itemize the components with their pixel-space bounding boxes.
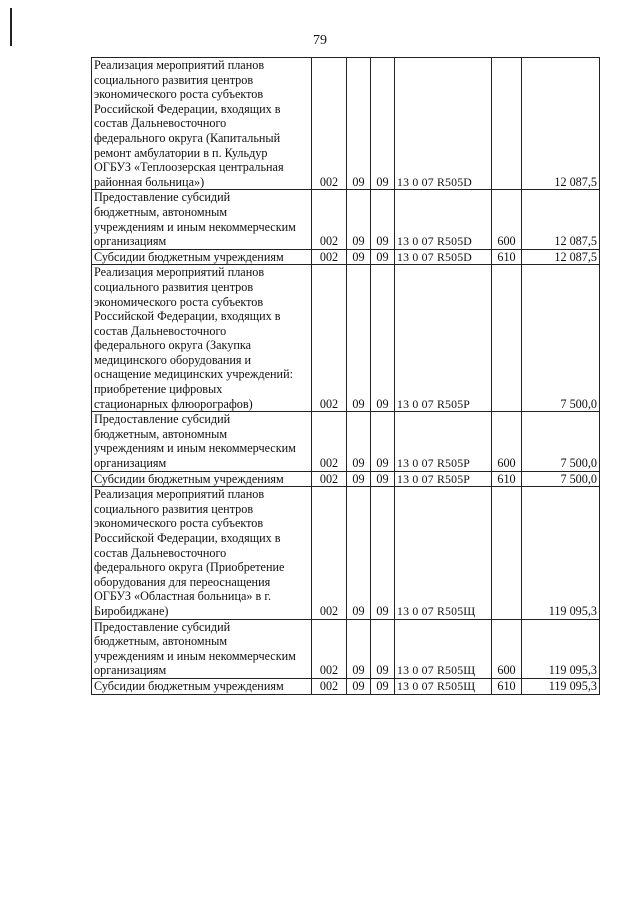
row-description — [92, 265, 312, 412]
target-article-code: 13 0 07 R505D — [395, 190, 492, 249]
description-line: Предоставление субсидий — [94, 190, 231, 205]
section-code: 09 — [347, 412, 371, 471]
amount: 12 087,5 — [522, 249, 600, 265]
description-line: организациям — [94, 234, 167, 249]
row-description — [92, 58, 312, 190]
subsection-code: 09 — [371, 487, 395, 619]
description-line: бюджетным, автономным — [94, 204, 228, 219]
description-line: Биробиджане) — [94, 603, 169, 618]
row-description — [92, 471, 312, 487]
section-code: 09 — [347, 471, 371, 487]
table-row — [92, 487, 600, 619]
section-code: 09 — [347, 678, 371, 694]
row-description — [92, 619, 312, 678]
description-line: медицинского оборудования и — [94, 352, 252, 367]
expense-type-code: 600 — [492, 412, 522, 471]
description-line: организациям — [94, 663, 167, 678]
description-line: Российской Федерации, входящих в — [94, 101, 281, 116]
description-line: районная больница») — [94, 174, 205, 189]
section-code: 09 — [347, 58, 371, 190]
budget-table — [91, 57, 600, 695]
description-line: бюджетным, автономным — [94, 634, 228, 649]
amount: 119 095,3 — [522, 678, 600, 694]
amount: 12 087,5 — [522, 58, 600, 190]
amount: 7 500,0 — [522, 412, 600, 471]
description-line: состав Дальневосточного — [94, 323, 227, 338]
ministry-code: 002 — [312, 249, 347, 265]
subsection-code: 09 — [371, 678, 395, 694]
ministry-code: 002 — [312, 471, 347, 487]
description-line: учреждениям и иным некоммерческим — [94, 219, 296, 234]
description-line: Предоставление субсидий — [94, 412, 231, 427]
ministry-code: 002 — [312, 265, 347, 412]
table-row — [92, 678, 600, 694]
description-line: Субсидии бюджетным учреждениям — [94, 471, 284, 486]
subsection-code: 09 — [371, 190, 395, 249]
expense-type-code: 600 — [492, 190, 522, 249]
description-line: организациям — [94, 456, 167, 471]
description-line: ОГБУЗ «Областная больница» в г. — [94, 589, 272, 604]
description-line: федерального округа (Закупка — [94, 338, 252, 353]
description-line: учреждениям и иным некоммерческим — [94, 441, 296, 456]
description-line: социального развития центров — [94, 501, 254, 516]
subsection-code: 09 — [371, 249, 395, 265]
table-row — [92, 265, 600, 412]
amount: 12 087,5 — [522, 190, 600, 249]
description-line: Российской Федерации, входящих в — [94, 531, 281, 545]
description-line: Предоставление субсидий — [94, 619, 231, 634]
row-description — [92, 678, 312, 694]
description-line: Реализация мероприятий планов — [94, 487, 265, 502]
description-line: состав Дальневосточного — [94, 116, 227, 131]
row-description — [92, 190, 312, 249]
table-row — [92, 249, 600, 265]
expense-type-code — [492, 58, 522, 190]
section-code: 09 — [347, 249, 371, 265]
amount: 7 500,0 — [522, 471, 600, 487]
row-description — [92, 487, 312, 619]
description-line: приобретение цифровых — [94, 382, 223, 397]
section-code: 09 — [347, 619, 371, 678]
target-article-code: 13 0 07 R505P — [395, 471, 492, 487]
ministry-code: 002 — [312, 190, 347, 249]
description-line: учреждениям и иным некоммерческим — [94, 648, 296, 663]
expense-type-code: 610 — [492, 471, 522, 487]
description-line: федерального округа (Приобретение — [94, 560, 285, 575]
section-code: 09 — [347, 487, 371, 619]
target-article-code: 13 0 07 R505Щ — [395, 487, 492, 619]
target-article-code: 13 0 07 R505P — [395, 265, 492, 412]
target-article-code: 13 0 07 R505P — [395, 412, 492, 471]
description-line: ОГБУЗ «Теплоозерская центральная — [94, 160, 284, 175]
ministry-code: 002 — [312, 678, 347, 694]
description-line: бюджетным, автономным — [94, 426, 228, 441]
description-line: Российской Федерации, входящих в — [94, 309, 281, 324]
ministry-code: 002 — [312, 487, 347, 619]
row-description — [92, 249, 312, 265]
table-row — [92, 58, 600, 190]
expense-type-code: 610 — [492, 249, 522, 265]
expense-type-code — [492, 487, 522, 619]
expense-type-code — [492, 265, 522, 412]
subsection-code: 09 — [371, 412, 395, 471]
row-description — [92, 412, 312, 471]
description-line: экономического роста субъектов — [94, 87, 264, 102]
expense-type-code: 600 — [492, 619, 522, 678]
ministry-code: 002 — [312, 412, 347, 471]
page-number: 79 — [313, 33, 327, 48]
description-line: экономического роста субъектов — [94, 516, 264, 531]
ministry-code: 002 — [312, 58, 347, 190]
description-line: социального развития центров — [94, 279, 254, 294]
budget-table-body — [92, 58, 600, 695]
table-row — [92, 619, 600, 678]
expense-type-code: 610 — [492, 678, 522, 694]
description-line: федерального округа (Капитальный — [94, 130, 281, 145]
description-line: Реализация мероприятий планов — [94, 58, 265, 72]
description-line: Субсидии бюджетным учреждениям — [94, 678, 284, 693]
amount: 119 095,3 — [522, 487, 600, 619]
section-code: 09 — [347, 265, 371, 412]
target-article-code: 13 0 07 R505Щ — [395, 619, 492, 678]
subsection-code: 09 — [371, 58, 395, 190]
amount: 7 500,0 — [522, 265, 600, 412]
description-line: ремонт амбулатории в п. Кульдур — [94, 145, 268, 160]
description-line: оснащение медицинских учреждений: — [94, 367, 293, 382]
description-line: экономического роста субъектов — [94, 294, 264, 309]
description-line: Реализация мероприятий планов — [94, 265, 265, 280]
target-article-code: 13 0 07 R505D — [395, 58, 492, 190]
description-line: состав Дальневосточного — [94, 545, 227, 560]
target-article-code: 13 0 07 R505D — [395, 249, 492, 265]
section-code: 09 — [347, 190, 371, 249]
subsection-code: 09 — [371, 265, 395, 412]
subsection-code: 09 — [371, 471, 395, 487]
subsection-code: 09 — [371, 619, 395, 678]
table-row — [92, 412, 600, 471]
target-article-code: 13 0 07 R505Щ — [395, 678, 492, 694]
ministry-code: 002 — [312, 619, 347, 678]
amount: 119 095,3 — [522, 619, 600, 678]
description-line: Субсидии бюджетным учреждениям — [94, 249, 284, 264]
table-row — [92, 471, 600, 487]
description-line: социального развития центров — [94, 72, 254, 87]
description-line: стационарных флюорографов) — [94, 396, 253, 411]
table-row — [92, 190, 600, 249]
description-line: оборудования для переоснащения — [94, 574, 271, 589]
